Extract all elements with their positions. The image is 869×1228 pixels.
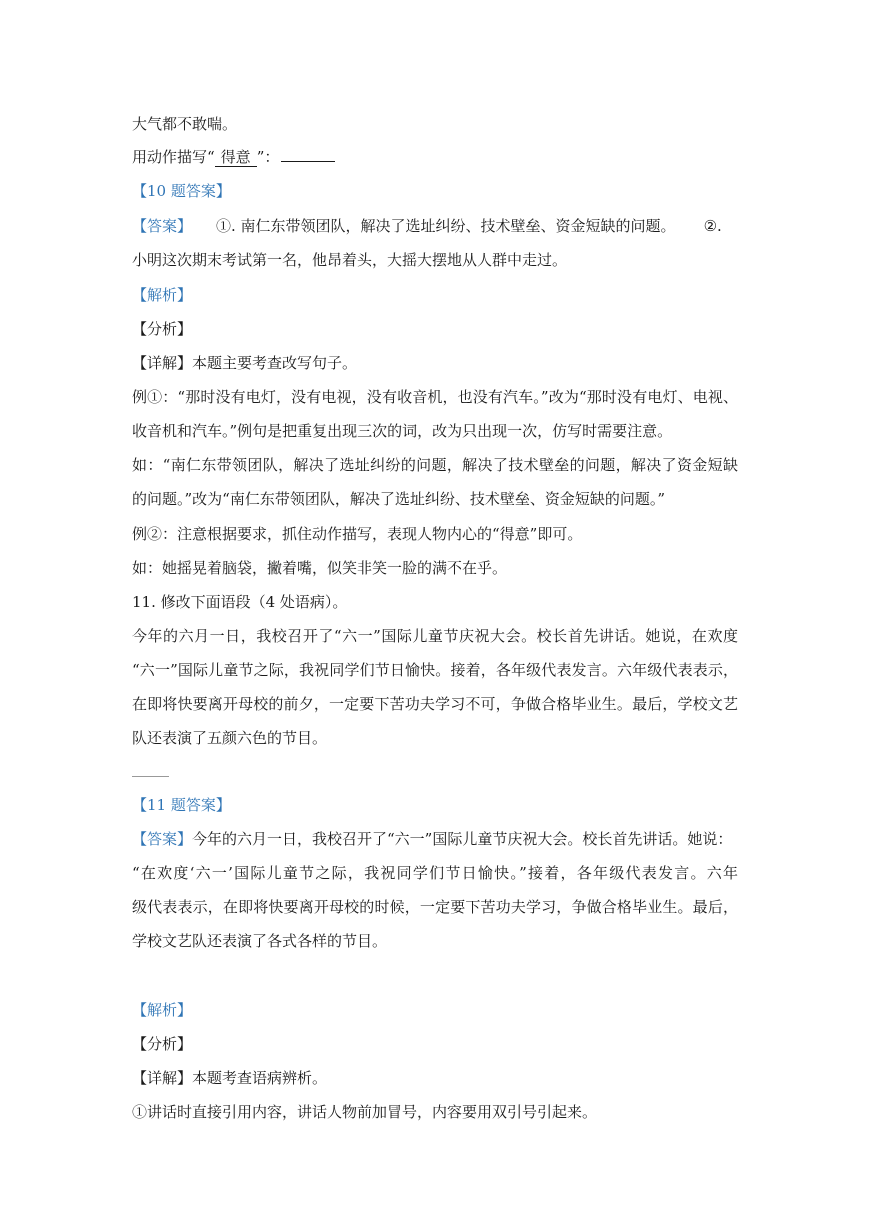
text-line: 如：她摇晃着脑袋，撇着嘴，似笑非笑一脸的满不在乎。 [132,559,508,577]
fenxi-label: 【分析】 [132,320,193,338]
text-line: 的问题。”改为“南仁东带领团队，解决了选址纠纷、技术壁垒、资金短缺的问题。” [132,490,666,508]
paragraph-line: “六一”国际儿童节之际，我祝同学们节日愉快。接着，各年级代表发言。六年级代表表示， [132,661,738,679]
prompt-suffix: ”： [256,148,280,166]
q10-answer-line [132,216,722,236]
q11-answer-line [132,829,732,849]
question-11: 11. 修改下面语段（4 处语病）。 [132,593,348,611]
answer-item-1: ①. 南仁东带领团队，解决了选址纠纷、技术壁垒、资金短缺的问题。 [216,217,676,235]
text-line: 如：“南仁东带领团队，解决了选址纠纷的问题，解决了技术壁垒的问题，解决了资金短缺 [132,456,738,474]
text-line: 收音机和汽车。”例句是把重复出现三次的词，改为只出现一次，仿写时需要注意。 [132,422,673,440]
answer-label: 【答案】 [132,217,193,235]
prompt-prefix: 用动作描写“ [132,148,215,166]
analysis-label: 【解析】 [132,1001,193,1019]
paragraph-line: 今年的六月一日，我校召开了“六一”国际儿童节庆祝大会。校长首先讲话。她说，在欢度 [132,627,738,645]
question-prompt [132,147,335,167]
detail-line: 【详解】本题主要考查改写句子。 [132,354,358,372]
answer-label: 【答案】 [132,830,193,848]
answer-blank-rule [132,776,169,777]
fenxi-label: 【分析】 [132,1035,193,1053]
q11-answer-header: 【11 题答案】 [132,796,231,814]
text-line: 例①：“那时没有电灯，没有电视，没有收音机，也没有汽车。”改为“那时没有电灯、电视、 [132,388,738,406]
paragraph-line: 级代表表示，在即将快要离开母校的时候，一定要下苦功夫学习，争做合格毕业生。最后， [132,898,738,916]
text-line: 例②：注意根据要求，抓住动作描写，表现人物内心的“得意”即可。 [132,525,583,543]
text-line: 大气都不敢喘。 [132,115,238,133]
q10-answer-header: 【10 题答案】 [132,182,231,200]
answer-blank [281,147,335,162]
answer-item-2: 小明这次期末考试第一名，他昂着头，大摇大摆地从人群中走过。 [132,251,568,269]
underlined-word: 得意 [215,148,257,167]
detail-line: 【详解】本题考查语病辨析。 [132,1069,328,1087]
paragraph-line: “在欢度‘六一’国际儿童节之际，我祝同学们节日愉快。”接着，各年级代表发言。六年 [132,864,738,882]
paragraph-line: 学校文艺队还表演了各式各样的节目。 [132,932,388,950]
text-line: ①讲话时直接引用内容，讲话人物前加冒号，内容要用双引号引起来。 [132,1103,598,1121]
answer-item-2-marker: ②. [703,217,722,235]
paragraph-line: 在即将快要离开母校的前夕，一定要下苦功夫学习不可，争做合格毕业生。最后，学校文艺 [132,695,738,713]
paragraph-line: 队还表演了五颜六色的节目。 [132,729,328,747]
analysis-label: 【解析】 [132,286,193,304]
answer-text: 今年的六月一日，我校召开了“六一”国际儿童节庆祝大会。校长首先讲话。她说： [192,830,733,848]
